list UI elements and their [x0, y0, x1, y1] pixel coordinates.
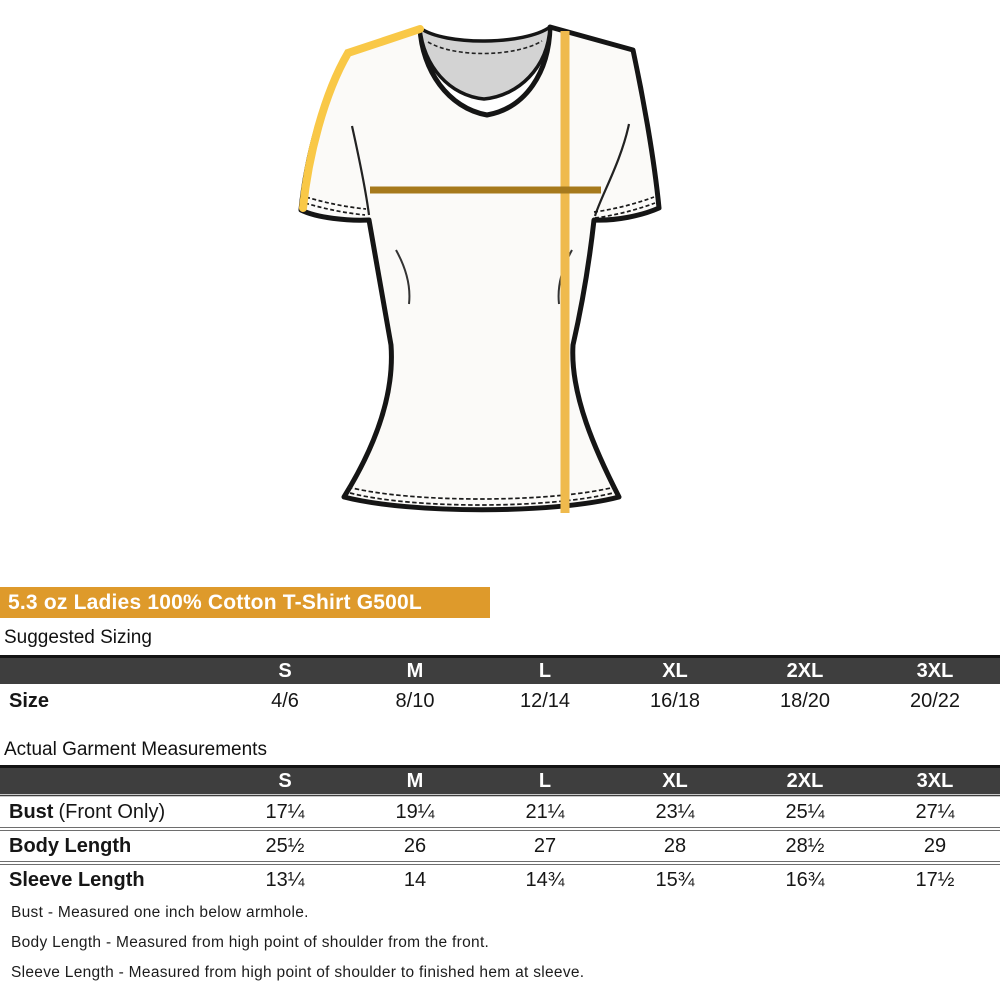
actual-measurements-table: [0, 765, 1000, 895]
header-cell-l: L: [480, 767, 610, 796]
body-length-value-3xl: 29: [870, 829, 1000, 863]
size-value-xl: 16/18: [649, 689, 701, 712]
bust-label-note: (Front Only): [58, 800, 166, 823]
sleeve-length-row: [0, 863, 1000, 895]
bust-value-m: 19¼: [350, 796, 480, 830]
note-bust: Bust - Measured one inch below armhole.: [11, 904, 309, 921]
body-length-value-s: 25½: [220, 829, 350, 863]
size-value-2xl: 18/20: [779, 689, 831, 712]
body-length-row-label: Body Length: [0, 829, 220, 863]
bust-label-main: Bust: [9, 800, 54, 823]
sleeve-length-value-s: 13¼: [220, 863, 350, 895]
header-cell-blank: [0, 657, 220, 686]
product-title-banner: 5.3 oz Ladies 100% Cotton T-Shirt G500L: [0, 587, 490, 618]
sleeve-length-value-xl: 15¾: [610, 863, 740, 895]
header-cell-s: S: [220, 657, 350, 686]
header-cell-3xl: 3XL: [870, 767, 1000, 796]
size-value-s: 4/6: [271, 689, 299, 712]
sleeve-length-value-3xl: 17½: [870, 863, 1000, 895]
size-value-m: 8/10: [395, 689, 435, 712]
bust-value-2xl: 25¼: [740, 796, 870, 830]
body-length-row: [0, 829, 1000, 863]
body-length-value-2xl: 28½: [740, 829, 870, 863]
bust-value-3xl: 27¼: [870, 796, 1000, 830]
bust-value-s: 17¼: [220, 796, 350, 830]
header-cell-3xl: 3XL: [870, 657, 1000, 686]
bust-row-label: [0, 796, 220, 830]
header-cell-2xl: 2XL: [740, 657, 870, 686]
header-cell-m: M: [350, 657, 480, 686]
header-cell-s: S: [220, 767, 350, 796]
header-cell-blank: [0, 767, 220, 796]
suggested-sizing-heading: Suggested Sizing: [4, 627, 152, 648]
suggested-sizing-table: [0, 655, 1000, 716]
bust-row: [0, 796, 1000, 830]
suggested-header-row: [0, 657, 1000, 686]
body-length-value-xl: 28: [610, 829, 740, 863]
header-cell-xl: XL: [610, 657, 740, 686]
sleeve-length-value-2xl: 16¾: [740, 863, 870, 895]
sleeve-length-value-l: 14¾: [480, 863, 610, 895]
actual-header-row: [0, 767, 1000, 796]
body-length-value-l: 27: [480, 829, 610, 863]
body-length-value-m: 26: [350, 829, 480, 863]
size-row: [0, 685, 1000, 716]
note-sleeve-length: Sleeve Length - Measured from high point of shoulder to finished hem at sleeve.: [11, 964, 585, 981]
actual-measurements-heading: Actual Garment Measurements: [4, 739, 267, 760]
header-cell-xl: XL: [610, 767, 740, 796]
size-value-3xl: 20/22: [909, 689, 961, 712]
note-body-length: Body Length - Measured from high point of shoulder from the front.: [11, 934, 490, 951]
measurement-notes: [11, 898, 584, 988]
size-row-label: Size: [9, 689, 50, 712]
tshirt-diagram-svg: [260, 0, 700, 560]
size-value-l: 12/14: [519, 689, 571, 712]
tshirt-diagram: [260, 0, 700, 560]
bust-value-l: 21¼: [480, 796, 610, 830]
header-cell-l: L: [480, 657, 610, 686]
sleeve-length-value-m: 14: [350, 863, 480, 895]
header-cell-m: M: [350, 767, 480, 796]
sleeve-length-row-label: Sleeve Length: [0, 863, 220, 895]
bust-value-xl: 23¼: [610, 796, 740, 830]
header-cell-2xl: 2XL: [740, 767, 870, 796]
